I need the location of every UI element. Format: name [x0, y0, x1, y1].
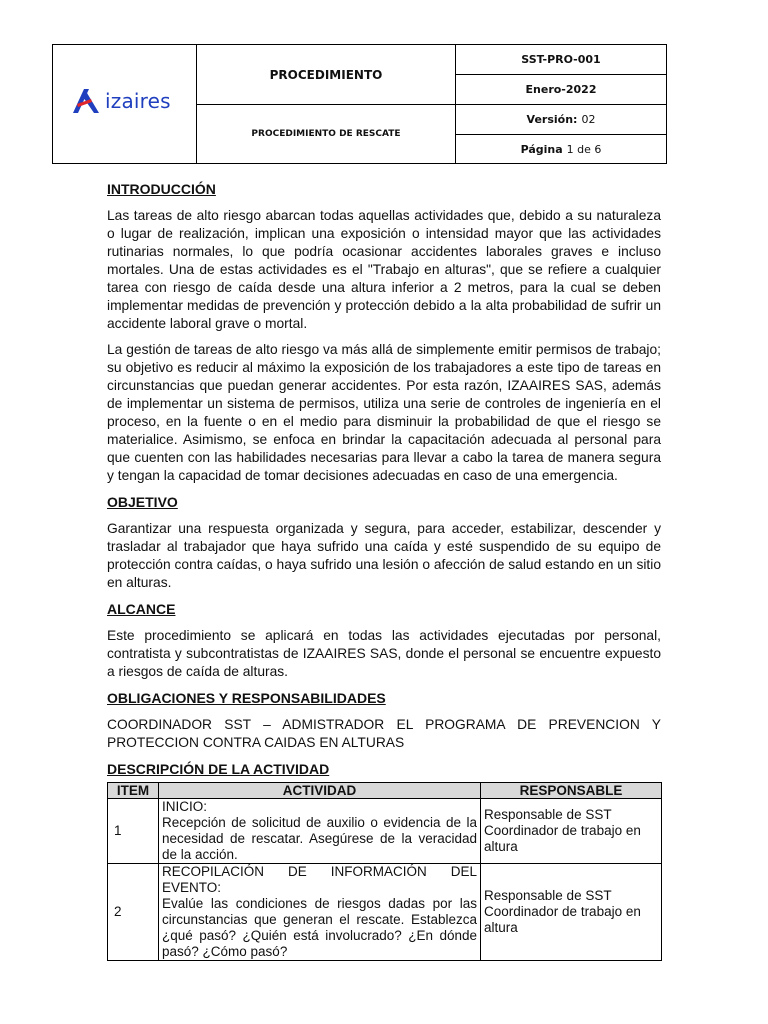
table-header-row: [108, 783, 662, 799]
duties-paragraph: COORDINADOR SST – ADMISTRADOR EL PROGRAMA DE PREVENCION Y PROTECCION CONTRA CAIDAS EN ALTURAS: [107, 717, 661, 750]
doc-version: [456, 105, 666, 135]
document-body: [107, 180, 661, 961]
activity-text: Evalúe las condiciones de riesgos dadas por las circunstancias que generan el rescate. Establezca ¿qué pasó? ¿Quién está involucrado? ¿En dónde pasó? ¿Cómo pasó?: [162, 896, 477, 959]
duties-heading: OBLIGACIONES Y RESPONSABILIDADES: [107, 690, 386, 706]
row-item: 2: [108, 864, 159, 961]
column-header-item: ITEM: [108, 783, 159, 799]
document-header: [52, 44, 667, 164]
doc-type: PROCEDIMIENTO: [197, 45, 455, 105]
doc-title: PROCEDIMIENTO DE RESCATE: [251, 129, 401, 139]
activity-heading: DESCRIPCIÓN DE LA ACTIVIDAD: [107, 761, 330, 777]
responsible-primary: Responsable de SST: [484, 807, 612, 822]
activity-title: RECOPILACIÓN DE INFORMACIÓN DEL EVENTO:: [162, 864, 477, 895]
doc-code: SST-PRO-001: [456, 45, 666, 75]
version-label: Versión:: [526, 113, 578, 126]
title-cell: [197, 45, 456, 163]
brand-name: izaires: [105, 89, 171, 113]
objective-paragraph: Garantizar una respuesta organizada y segura, para acceder, estabilizar, descender y trasladar al trabajador que haya sufrido una caída y esté suspendido de su equipo de protección contra caídas, o haya sufrido una lesión o afección de salud estando en un sitio en alturas.: [107, 521, 661, 590]
intro-heading: INTRODUCCIÓN: [107, 181, 216, 197]
row-responsible: [481, 799, 662, 864]
responsible-primary: Responsable de SST: [484, 888, 612, 903]
activity-title: INICIO:: [162, 799, 208, 814]
row-item: 1: [108, 799, 159, 864]
version-value: 02: [581, 113, 596, 126]
row-activity: [159, 864, 481, 961]
company-logo: [71, 87, 171, 115]
scope-heading: ALCANCE: [107, 601, 176, 617]
table-row: [108, 799, 662, 864]
doc-date: Enero-2022: [456, 75, 666, 105]
intro-paragraph-1: Las tareas de alto riesgo abarcan todas aquellas actividades que, debido a su naturaleza o lugar de realización, implican una exposición o intensidad mayor que las actividades rutinarias normales, lo que podría ocasionar accidentes laborales graves e incluso mortales. Una de estas actividades es el "Trabajo en alturas", que se refiere a cualquier tarea con riesgo de caída desde una altura inferior a 2 metros, para la cual se deben implementar medidas de prevención y protección debido a la alta probabilidad de sufrir un accidente laboral grave o mortal.: [107, 208, 661, 331]
meta-cell: [456, 45, 666, 163]
responsible-secondary: Coordinador de trabajo en altura: [484, 904, 641, 935]
activity-table: [107, 782, 662, 961]
activity-text: Recepción de solicitud de auxilio o evidencia de la necesidad de rescatar. Asegúrese de la veracidad de la acción.: [162, 815, 477, 862]
doc-page: [456, 135, 666, 163]
column-header-responsible: RESPONSABLE: [481, 783, 662, 799]
logo-cell: [53, 45, 197, 163]
izaires-logo-icon: [71, 87, 101, 115]
objective-heading: OBJETIVO: [107, 494, 178, 510]
column-header-activity: ACTIVIDAD: [159, 783, 481, 799]
intro-paragraph-2: La gestión de tareas de alto riesgo va más allá de simplemente emitir permisos de trabajo; su objetivo es reducir al máximo la exposición de los trabajadores a este tipo de tareas en circunstancias que puedan generar accidentes. Por esta razón, IZAAIRES SAS, además de implementar un sistema de permisos, utiliza una serie de controles de ingeniería en el proceso, en la fuente o en el medio para disminuir la probabilidad de que el riesgo se materialice. Asimismo, se enfoca en brindar la capacitación adecuada al personal para que cuenten con las habilidades necesarias para llevar a cabo la tarea de manera segura y tengan la capacidad de tomar decisiones adecuadas en caso de una emergencia.: [107, 342, 661, 483]
page-value: 1 de 6: [566, 142, 602, 156]
row-responsible: [481, 864, 662, 961]
responsible-secondary: Coordinador de trabajo en altura: [484, 823, 641, 854]
page-label: Página: [520, 142, 563, 156]
row-activity: [159, 799, 481, 864]
scope-paragraph: Este procedimiento se aplicará en todas las actividades ejecutadas por personal, contratista y subcontratistas de IZAAIRES SAS, donde el personal se encuentre expuesto a riesgos de caída de alturas.: [107, 628, 661, 679]
table-row: [108, 864, 662, 961]
